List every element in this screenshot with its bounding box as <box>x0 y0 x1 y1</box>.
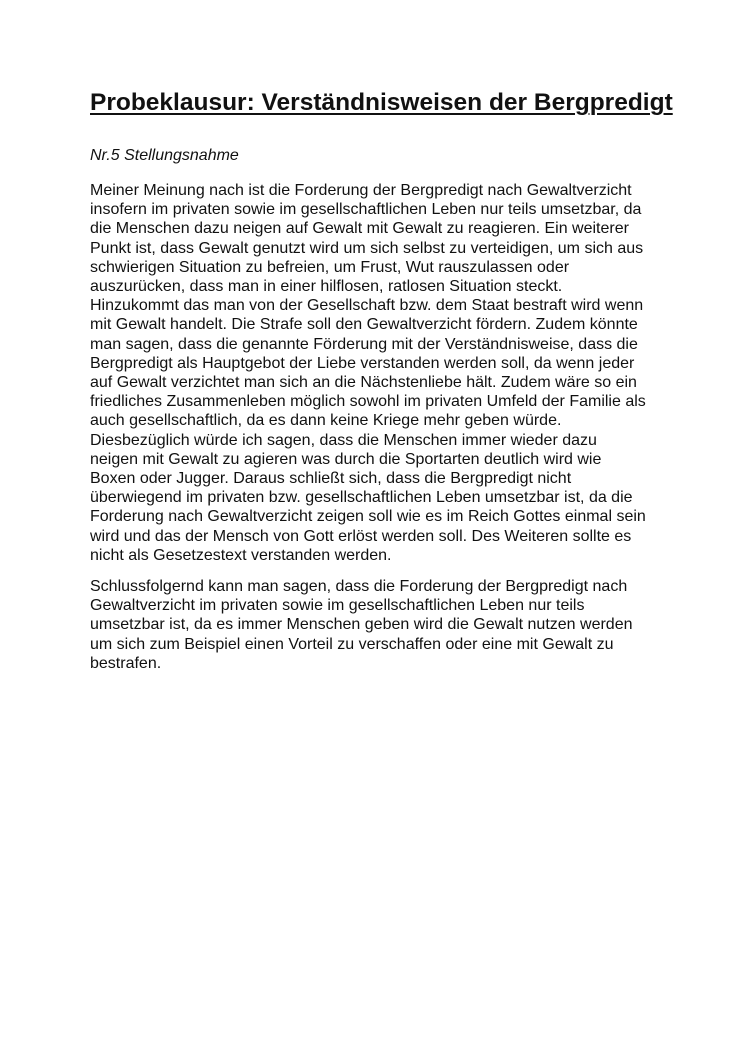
paragraph-line: friedliches Zusammenleben möglich sowohl im privaten Umfeld der Familie als <box>90 393 646 411</box>
paragraph-line: Bergpredigt als Hauptgebot der Liebe verstanden werden soll, da wenn jeder <box>90 354 635 372</box>
paragraph-line: Diesbezüglich würde ich sagen, dass die Menschen immer wieder dazu <box>90 431 597 449</box>
paragraph-line: mit Gewalt handelt. Die Strafe soll den Gewaltverzicht fördern. Zudem könnte <box>90 316 638 334</box>
body-paragraph-2 <box>90 577 632 673</box>
paragraph-line: Punkt ist, dass Gewalt genutzt wird um sich selbst zu verteidigen, um sich aus <box>90 239 644 257</box>
paragraph-line: Gewaltverzicht im privaten sowie im gesellschaftlichen Leben nur teils <box>90 597 585 615</box>
paragraph-line: Meiner Meinung nach ist die Forderung der Bergpredigt nach Gewaltverzicht <box>90 182 632 199</box>
paragraph-line: Schlussfolgernd kann man sagen, dass die Forderung der Bergpredigt nach <box>90 578 628 595</box>
paragraph-line: umsetzbar ist, da es immer Menschen geben wird die Gewalt nutzen werden <box>90 616 633 634</box>
paragraph-line: nicht als Gesetzestext verstanden werden. <box>90 546 392 564</box>
paragraph-line: auszurücken, dass man in einer hilflosen, ratlosen Situation steckt. <box>90 278 563 296</box>
section-subtitle: Nr.5 Stellungsnahme <box>90 147 239 164</box>
paragraph-line: schwierigen Situation zu befreien, um Frust, Wut rauszulassen oder <box>90 258 570 276</box>
paragraph-line: auch gesellschaftlich, da es dann keine Kriege mehr geben würde. <box>90 412 562 430</box>
body-paragraph-1 <box>90 181 646 565</box>
paragraph-line: Boxen oder Jugger. Daraus schließt sich, dass die Bergpredigt nicht <box>90 470 572 488</box>
document-title: Probeklausur: Verständnisweisen der Bergpredigt <box>90 89 673 116</box>
paragraph-line: wird und das der Mensch von Gott erlöst werden soll. Des Weiteren sollte es <box>90 527 632 545</box>
paragraph-line: Forderung nach Gewaltverzicht zeigen soll wie es im Reich Gottes einmal sein <box>90 508 646 526</box>
paragraph-line: die Menschen dazu neigen auf Gewalt mit Gewalt zu reagieren. Ein weiterer <box>90 220 629 238</box>
paragraph-line: insofern im privaten sowie im gesellschaftlichen Leben nur teils umsetzbar, da <box>90 201 642 219</box>
paragraph-line: neigen mit Gewalt zu agieren was durch die Sportarten deutlich wird wie <box>90 450 602 468</box>
paragraph-line: überwiegend im privaten bzw. gesellschaftlichen Leben umsetzbar ist, da die <box>90 489 633 507</box>
paragraph-line: bestrafen. <box>90 654 162 672</box>
paragraph-line: man sagen, dass die genannte Förderung mit der Verständnisweise, dass die <box>90 335 638 353</box>
paragraph-line: um sich zum Beispiel einen Vorteil zu verschaffen oder eine mit Gewalt zu <box>90 635 614 653</box>
paragraph-line: Hinzukommt das man von der Gesellschaft bzw. dem Staat bestraft wird wenn <box>90 297 644 315</box>
paragraph-line: auf Gewalt verzichtet man sich an die Nächstenliebe hält. Zudem wäre so ein <box>90 374 637 392</box>
